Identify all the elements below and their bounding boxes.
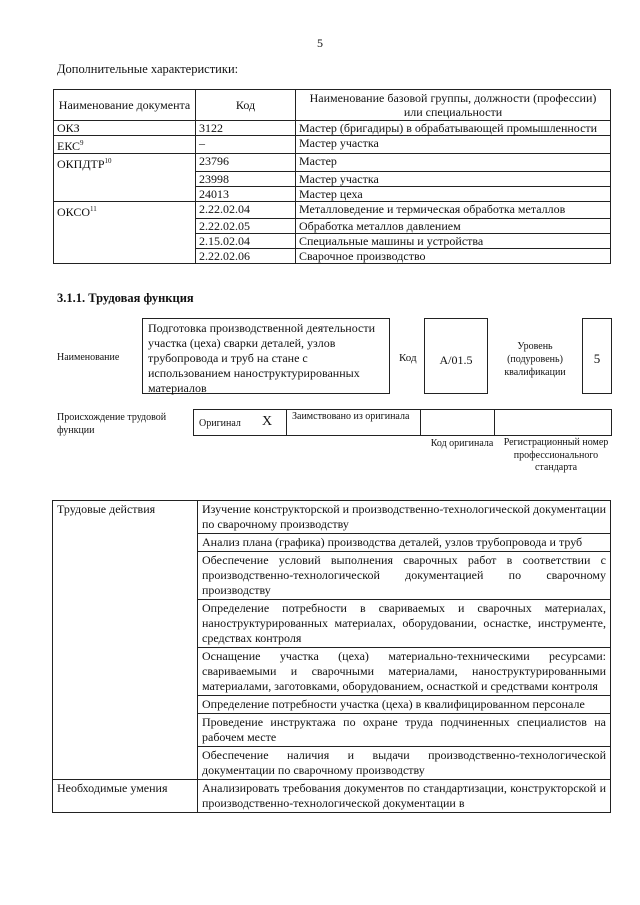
table-row: 23998 Мастер участка [54,171,611,186]
qualification-level-label: Уровень (подуровень) квалификации [504,341,566,378]
table-row [53,501,611,534]
origin-label: Происхождение трудовой функции [57,412,167,436]
table-row [53,780,611,813]
name-label: Наименование [57,352,120,363]
function-name-box: Подготовка производственной деятельности участка (цеха) сварки деталей, узлов трубопровода и труб на стане с использованием наноструктурированных материалов [142,318,390,394]
labor-action-item: Проведение инструктажа по охране труда подчиненных специалистов на рабочем месте [198,714,611,747]
table-row: ЕКС$^9$ – Мастер участка [54,136,611,154]
origin-row [193,409,612,434]
labor-action-item: Определение потребности участка (цеха) в квалифицированном персонале [198,696,611,714]
qualification-level-box: 5 [582,318,612,394]
labor-action-item: Анализ плана (графика) производства деталей, узлов трубопровода и труб [198,534,611,552]
function-code-box: А/01.5 [424,318,488,394]
labor-action-item: Оснащение участка (цеха) материально-техническими ресурсами: свариваемыми и сварочными материалами, наноструктурированными материалами, заготовками, оборудованием, оснасткой и средствами контроля [198,648,611,696]
table-row: ОКСО$^{11}$ 2.22.02.04 Металловедение и термическая обработка металлов [54,201,611,219]
table-row: 2.22.02.06 Сварочное производство [54,249,611,264]
header-document: Наименование документа [54,90,196,121]
additional-characteristics-title: Дополнительные характеристики: [57,62,239,76]
original-mark: X [262,414,273,429]
skills-label: Необходимые умения [53,780,198,813]
labor-actions-label: Трудовые действия [53,501,198,780]
code-label: Код [399,352,417,364]
reg-number-caption: Регистрационный номер профессионального стандарта [503,437,609,473]
header-name: Наименование базовой группы, должности (профессии) или специальности [296,90,611,121]
labor-action-item: Изучение конструкторской и производственно-технологической документации по сварочному производству [198,501,611,534]
code-original-cell [420,409,495,436]
function-heading: 3.1.1. Трудовая функция [57,291,194,305]
skill-item: Анализировать требования документов по стандартизации, конструкторской и производственно-технологической документации в [198,780,611,813]
header-code: Код [196,90,296,121]
table-row: 24013 Мастер цеха [54,186,611,201]
table-row: 2.22.02.05 Обработка металлов давлением [54,219,611,234]
reg-number-cell [494,409,612,436]
page-number: 5 [317,36,323,50]
table-row: ОКПДТР$^{10}$ 23796 Мастер [54,154,611,172]
labor-action-item: Обеспечение наличия и выдачи производственно-технологической документации по сварочному производству [198,747,611,780]
table-row: 2.15.02.04 Специальные машины и устройства [54,234,611,249]
labor-action-item: Обеспечение условий выполнения сварочных работ в соответствии с производственно-технологической документацией по сварочному производству [198,552,611,600]
table-row: ОКЗ 3122 Мастер (бригадиры) в обрабатывающей промышленности [54,121,611,136]
borrowed-cell: Заимствовано из оригинала [286,409,421,436]
characteristics-table [53,89,611,264]
code-original-caption: Код оригинала [430,438,494,449]
original-cell: Оригинал X [193,409,287,436]
labor-action-item: Определение потребности в свариваемых и сварочных материалах, наноструктурированных материалах, оборудовании, оснастке, инструменте, средствах контроля [198,600,611,648]
labor-function-table [52,500,611,813]
